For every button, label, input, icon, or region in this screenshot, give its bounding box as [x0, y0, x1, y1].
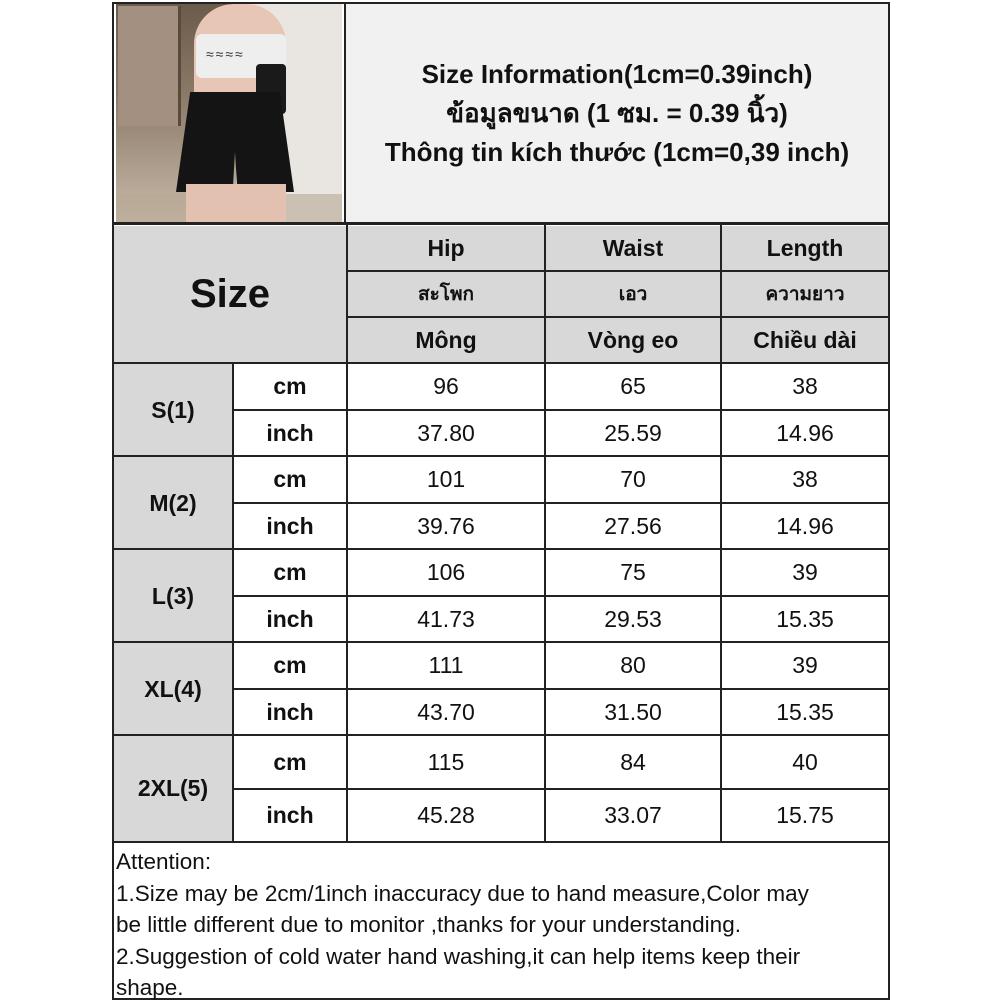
table-cell: 115 [427, 748, 465, 775]
size-info-title [346, 4, 888, 222]
table-cell: 39.76 [417, 513, 475, 539]
unit-label-cm: cm [273, 373, 307, 399]
unit-label-cm: cm [273, 466, 307, 492]
size-label: XL(4) [114, 643, 232, 735]
table-cell: 15.75 [776, 802, 834, 828]
table-cell: 96 [433, 373, 459, 399]
col-length-vi: Chiều dài [722, 318, 888, 362]
col-waist-vi: Vòng eo [546, 318, 720, 362]
table-cell: 29.53 [604, 606, 662, 632]
notes-heading: Attention: [116, 849, 212, 874]
col-waist-en: Waist [546, 226, 720, 270]
size-label: S(1) [114, 364, 232, 456]
notes-line-2: be little different due to monitor ,thanks for your understanding. [116, 912, 741, 937]
table-cell: 27.56 [604, 513, 662, 539]
product-photo [116, 4, 342, 222]
col-length-en: Length [722, 226, 888, 270]
table-cell: 14.96 [776, 420, 834, 446]
col-waist-th: เอว [546, 272, 720, 316]
size-label: 2XL(5) [114, 736, 232, 841]
table-cell: 70 [620, 466, 646, 492]
table-cell: 80 [620, 652, 646, 678]
notes-line-4: shape. [116, 975, 184, 1000]
table-cell: 101 [426, 466, 466, 492]
unit-label-inch: inch [266, 420, 314, 446]
size-label: L(3) [114, 550, 232, 642]
table-cell: 43.70 [417, 699, 475, 725]
table-cell: 15.35 [776, 699, 834, 725]
table-cell: 39 [792, 652, 818, 678]
col-hip-th: สะโพก [348, 272, 544, 316]
col-length-th: ความยาว [722, 272, 888, 316]
attention-notes [116, 846, 886, 1004]
unit-label-inch: inch [266, 699, 314, 725]
table-cell: 38 [792, 373, 818, 399]
table-cell: 111 [428, 652, 464, 678]
title-english: Size Information(1cm=0.39inch) [421, 58, 813, 89]
table-cell: 75 [620, 559, 646, 585]
unit-label-cm: cm [273, 748, 307, 775]
table-cell: 39 [792, 559, 818, 585]
table-cell: 33.07 [604, 802, 662, 828]
notes-line-3: 2.Suggestion of cold water hand washing,it can help items keep their [116, 943, 801, 969]
col-hip-en: Hip [348, 226, 544, 270]
size-label: M(2) [114, 457, 232, 549]
table-cell: 84 [620, 748, 646, 775]
table-cell: 40 [792, 748, 818, 775]
unit-label-cm: cm [273, 559, 307, 585]
table-cell: 14.96 [776, 513, 834, 539]
table-cell: 41.73 [417, 606, 475, 632]
table-cell: 38 [792, 466, 818, 492]
title-vietnamese: Thông tin kích thước (1cm=0,39 inch) [384, 136, 850, 167]
table-cell: 65 [620, 373, 646, 399]
unit-label-inch: inch [266, 513, 314, 539]
table-cell: 106 [426, 559, 466, 585]
size-header: Size [114, 226, 346, 362]
table-cell: 31.50 [604, 699, 662, 725]
table-cell: 15.35 [776, 606, 834, 632]
unit-label-inch: inch [266, 606, 314, 632]
unit-label-cm: cm [273, 652, 307, 678]
table-cell: 25.59 [604, 420, 662, 446]
notes-line-1: 1.Size may be 2cm/1inch inaccuracy due to hand measure,Color may [116, 880, 809, 906]
unit-label-inch: inch [266, 802, 314, 828]
col-hip-vi: Mông [348, 318, 544, 362]
table-cell: 37.80 [417, 420, 475, 446]
title-thai: ข้อมูลขนาด (1 ซม. = 0.39 นิ้ว) [446, 97, 788, 128]
table-cell: 45.28 [417, 802, 475, 828]
